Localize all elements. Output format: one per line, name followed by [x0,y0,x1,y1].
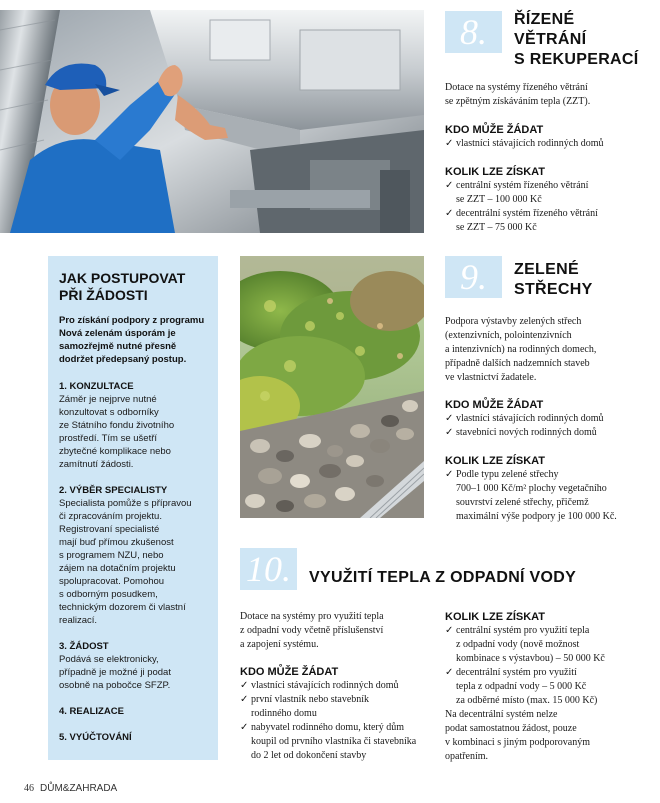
note-line: podat samostatnou žádost, pouze [445,723,577,734]
sidebar-step [59,380,208,471]
check-icon: ✓ [445,208,454,219]
section-8-title-line: S REKUPERACÍ [514,51,639,68]
item-line: do 2 let od dokončení stavby [251,750,367,761]
section-8-title [514,10,639,70]
intro-line: případně dalších nadzemních staveb [445,358,590,369]
intro-line: Dotace na systémy řízeného větrání [445,82,588,93]
sidebar-steps [59,380,208,744]
section-9-body [445,315,655,524]
intro-line: a zapojení systému. [240,639,319,650]
sidebar-step-heading: 5. VYÚČTOVÁNÍ [59,732,132,743]
check-icon: ✓ [445,667,454,678]
section-10-intro [240,610,440,652]
intro-line: ve vlastnictví žadatele. [445,372,537,383]
sidebar-step-text: technickým dozorem či vlastní [59,602,186,613]
check-icon: ✓ [240,722,249,733]
section-8-body [445,81,650,235]
section-10-number-box [240,548,297,590]
sidebar-step-text: zbytečné komplikace nebo [59,446,171,457]
section-9-how-heading: KOLIK LZE ZÍSKAT [445,455,546,467]
section-8-number: 8. [460,12,487,52]
check-icon: ✓ [445,180,454,191]
item-line: tepla z odpadní vody – 5 000 Kč [456,681,587,692]
check-icon: ✓ [445,469,454,480]
sidebar-step [59,484,208,627]
item-line: stavebníci nových rodinných domů [456,427,597,438]
page-footer [24,783,117,794]
photo-ventilation-worker [0,10,424,233]
intro-line: (extenzivních, polointenzivních [445,330,572,341]
item-line: decentrální systém řízeného větrání [456,208,598,219]
section-8-intro [445,81,650,109]
list-item [445,179,650,207]
item-line: decentrální systém pro využití [456,667,577,678]
item-line: kombinace s výstavbou) – 50 000 Kč [456,653,605,664]
item-line: souvrství zelené střechy, přičemž [456,497,589,508]
sidebar-intro-line: Pro získání podpory z programu [59,315,205,326]
sidebar-title [59,270,208,304]
sidebar-step-text: případně je možné ji podat [59,667,171,678]
list-item [445,666,655,708]
sidebar-step-heading: 1. KONZULTACE [59,381,134,392]
section-8-how-heading: KOLIK LZE ZÍSKAT [445,166,546,178]
list-item [445,137,650,151]
item-line: 700–1 000 Kč/m² plochy vegetačního [456,483,607,494]
note-line: opatřením. [445,751,489,762]
section-8-number-box [445,11,502,53]
sidebar-step-heading: 4. REALIZACE [59,706,124,717]
item-line: se ZZT – 75 000 Kč [456,222,537,233]
sidebar-step-text: Podává se elektronicky, [59,654,159,665]
sidebar-step-text: spolupracovat. Pomohou [59,576,165,587]
check-icon: ✓ [445,427,454,438]
sidebar-step [59,731,208,744]
item-line: vlastníci stávajících rodinných domů [456,413,604,424]
item-line: vlastníci stávajících rodinných domů [251,680,399,691]
sidebar-step-text: Záměr je nejprve nutné [59,394,157,405]
sidebar-intro-line: Nová zelenám úsporám je [59,328,176,339]
list-item [240,693,440,721]
note-line: v kombinaci s jiným podporovaným [445,737,590,748]
item-line: koupil od prvního vlastníka či stavebníka [251,736,417,747]
list-item [240,721,440,763]
sidebar-title-line: JAK POSTUPOVAT [59,270,186,286]
item-line: za odběrné místo (max. 15 000 Kč) [456,695,598,706]
section-10-number: 10. [246,549,291,589]
sidebar-step-text: Specialista pomůže s přípravou [59,498,192,509]
sidebar-step-text: ze Státního fondu životního [59,420,175,431]
intro-line: se zpětným získáváním tepla (ZZT). [445,96,591,107]
section-9-who-heading: KDO MŮŽE ŽÁDAT [445,399,544,411]
check-icon: ✓ [445,138,454,149]
check-icon: ✓ [445,413,454,424]
section-10-who-heading: KDO MŮŽE ŽÁDAT [240,666,339,678]
section-8-who-heading: KDO MŮŽE ŽÁDAT [445,124,544,136]
list-item [445,426,655,440]
section-9-title [514,260,593,300]
item-line: centrální systém pro využití tepla [456,625,590,636]
section-9-title-line: STŘECHY [514,281,593,298]
section-8-title-line: VĚTRÁNÍ [514,31,587,48]
section-9-intro [445,315,655,385]
sidebar-step-text: mají buď přímou zkušenost [59,537,174,548]
sidebar-step-text: s programem NZU, nebo [59,550,164,561]
sidebar-intro-line: samozřejmě nutné přesně [59,341,177,352]
section-10-left-column [240,610,440,763]
intro-line: Podpora výstavby zelených střech [445,316,582,327]
sidebar-step [59,705,208,718]
sidebar-step-text: osobně na pobočce SFZP. [59,680,171,691]
check-icon: ✓ [240,680,249,691]
item-line: rodinného domu [251,708,317,719]
intro-line: a intenzivních) na rodinných domech, [445,344,597,355]
section-10-how-heading: KOLIK LZE ZÍSKAT [445,611,546,623]
section-10-note [445,708,655,764]
page-number: 46 [24,783,34,794]
intro-line: Dotace na systémy pro využití tepla [240,611,384,622]
publication-name: DŮM&ZAHRADA [40,783,118,794]
section-9-number-box [445,256,502,298]
sidebar-step-text: realizací. [59,615,98,626]
list-item [445,624,655,666]
list-item [445,412,655,426]
sidebar-step-heading: 3. ŽÁDOST [59,641,109,652]
sidebar-intro-line: dodržet předepsaný postup. [59,354,187,365]
sidebar-step [59,640,208,692]
item-line: první vlastník nebo stavebník [251,694,370,705]
item-line: Podle typu zelené střechy [456,469,559,480]
sidebar-title-line: PŘI ŽÁDOSTI [59,287,148,303]
photo-green-roof [240,256,424,518]
note-line: Na decentrální systém nelze [445,709,558,720]
check-icon: ✓ [445,625,454,636]
section-10-title: VYUŽITÍ TEPLA Z ODPADNÍ VODY [309,569,577,586]
item-line: se ZZT – 100 000 Kč [456,194,542,205]
sidebar-intro [59,314,208,366]
list-item [445,207,650,235]
check-icon: ✓ [240,694,249,705]
item-line: vlastníci stávajících rodinných domů [456,138,604,149]
list-item [240,679,440,693]
sidebar-step-heading: 2. VÝBĚR SPECIALISTY [59,485,168,496]
sidebar-step-text: s odborným posudkem, [59,589,158,600]
sidebar-step-text: či zpracováním projektu. [59,511,162,522]
intro-line: z odpadní vody včetně příslušenství [240,625,384,636]
sidebar-step-text: zájem na dotačním projektu [59,563,176,574]
section-10-right-column [445,610,655,764]
sidebar-how-to-apply [48,256,218,760]
section-9-number: 9. [460,257,487,297]
list-item [445,468,655,524]
sidebar-step-text: prostředí. Tím se ušetří [59,433,158,444]
item-line: nabyvatel rodinného domu, který dům [251,722,405,733]
sidebar-step-text: konzultovat s odborníky [59,407,159,418]
item-line: maximální výše podpory je 100 000 Kč. [456,511,617,522]
sidebar-step-text: Registrovaní specialisté [59,524,160,535]
item-line: centrální systém řízeného větrání [456,180,589,191]
section-9-title-line: ZELENÉ [514,261,579,278]
item-line: z odpadní vody (nově možnost [456,639,580,650]
section-8-title-line: ŘÍZENÉ [514,11,575,28]
sidebar-step-text: zamítnutí žádosti. [59,459,134,470]
